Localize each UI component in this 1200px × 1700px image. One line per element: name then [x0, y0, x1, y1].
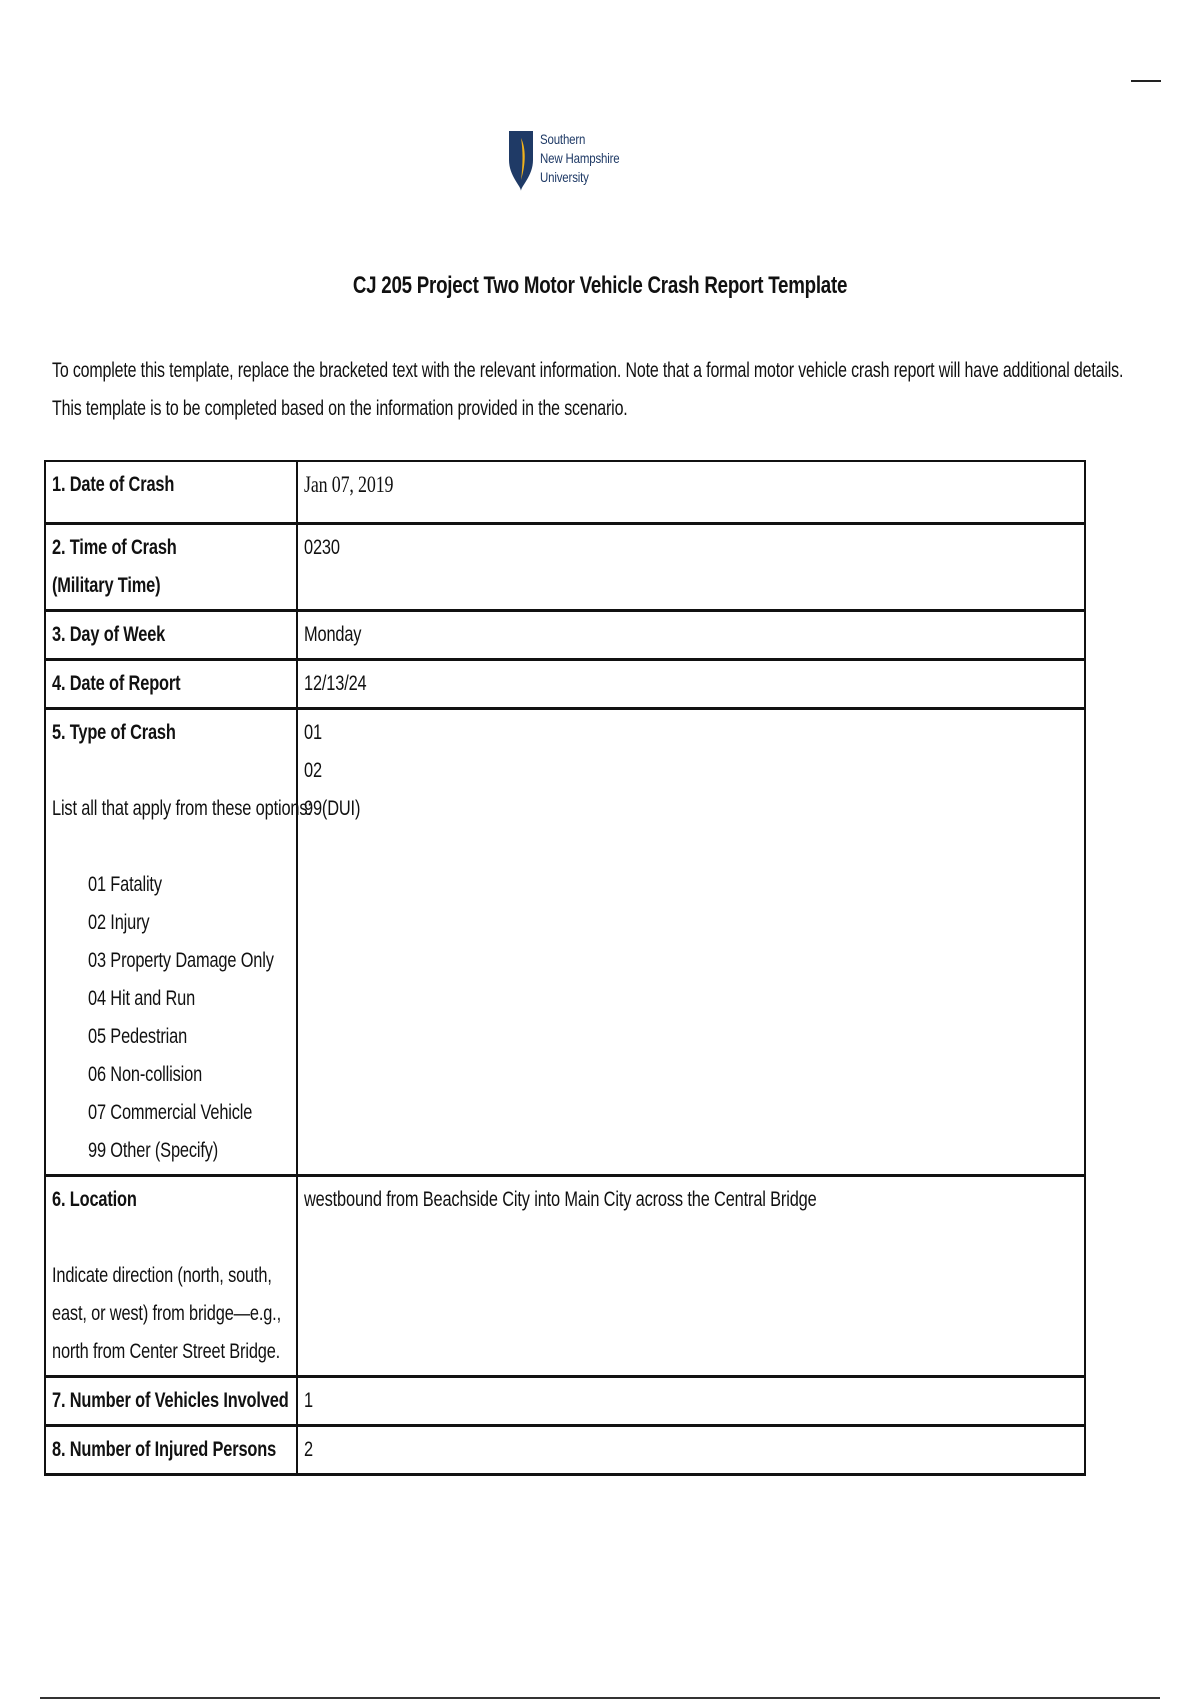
form-row-date-of-report [45, 659, 1085, 708]
crash-type-option: 06 Non-collision [88, 1062, 203, 1086]
form-row-type-of-crash [45, 708, 1085, 1175]
page-bottom-rule [40, 1697, 1160, 1699]
shield-icon [508, 130, 534, 192]
intro-line: To complete this template, replace the bracketed text with the relevant information. Note that a formal motor vehicle crash report will have additional details. [52, 359, 1124, 382]
time-of-crash-label: 2. Time of Crash [52, 535, 177, 559]
university-name [540, 130, 620, 187]
injured-persons-value: 2 [304, 1437, 313, 1461]
university-name-line: New Hampshire [540, 150, 620, 166]
time-of-crash-sublabel: (Military Time) [52, 573, 161, 597]
crash-type-option: 05 Pedestrian [88, 1024, 188, 1048]
crash-type-options [52, 866, 290, 1170]
crash-type-option: 04 Hit and Run [88, 986, 196, 1010]
type-of-crash-value: 02 [304, 758, 322, 782]
location-field[interactable] [297, 1175, 1085, 1376]
vehicles-involved-label: 7. Number of Vehicles Involved [52, 1388, 289, 1412]
form-row-injured-persons [45, 1425, 1085, 1474]
location-instruction-line: east, or west) from bridge—e.g., [52, 1301, 281, 1325]
crash-type-option: 99 Other (Specify) [88, 1138, 219, 1162]
crash-type-option: 07 Commercial Vehicle [88, 1100, 253, 1124]
field-label [45, 659, 297, 708]
crash-type-option: 03 Property Damage Only [88, 948, 274, 972]
field-label [45, 610, 297, 659]
location-instruction-line: north from Center Street Bridge. [52, 1339, 281, 1363]
field-label [45, 708, 312, 1175]
field-label [45, 1175, 297, 1376]
vehicles-involved-value: 1 [304, 1388, 313, 1412]
time-of-crash-field[interactable] [297, 523, 1085, 610]
form-row-date-of-crash [45, 461, 1085, 523]
date-of-report-field[interactable] [297, 659, 1085, 708]
university-logo [508, 130, 637, 192]
type-of-crash-value: 01 [304, 720, 322, 744]
location-label: 6. Location [52, 1187, 137, 1211]
type-of-crash-value: 99(DUI) [304, 796, 361, 820]
date-of-crash-field[interactable] [297, 461, 1085, 523]
date-of-report-value: 12/13/24 [304, 671, 367, 695]
document-title: CJ 205 Project Two Motor Vehicle Crash Report Template [352, 272, 848, 299]
university-name-line: University [540, 169, 589, 185]
field-label [45, 523, 297, 610]
vehicles-involved-field[interactable] [297, 1376, 1085, 1425]
corner-dash-mark [1131, 80, 1161, 82]
day-of-week-value: Monday [304, 622, 362, 646]
date-of-report-label: 4. Date of Report [52, 671, 181, 695]
day-of-week-field[interactable] [297, 610, 1085, 659]
location-value: westbound from Beachside City into Main City across the Central Bridge [304, 1187, 817, 1211]
crash-report-form [44, 460, 1086, 1476]
form-row-location [45, 1175, 1085, 1376]
date-of-crash-label: 1. Date of Crash [52, 473, 175, 496]
field-label [45, 1376, 297, 1425]
form-row-day-of-week [45, 610, 1085, 659]
form-row-vehicles-involved [45, 1376, 1085, 1425]
injured-persons-field[interactable] [297, 1425, 1085, 1474]
field-label [45, 1425, 297, 1474]
type-of-crash-label: 5. Type of Crash [52, 720, 176, 744]
day-of-week-label: 3. Day of Week [52, 622, 166, 646]
intro-line: This template is to be completed based on the information provided in the scenario. [52, 397, 628, 420]
field-label [45, 461, 297, 523]
form-row-time-of-crash [45, 523, 1085, 610]
time-of-crash-value: 0230 [304, 535, 340, 559]
type-of-crash-field[interactable] [297, 708, 1085, 1175]
injured-persons-label: 8. Number of Injured Persons [52, 1437, 277, 1461]
intro-text [52, 352, 1124, 428]
type-of-crash-instruction: List all that apply from these options: [52, 796, 312, 820]
crash-type-option: 02 Injury [88, 910, 150, 934]
crash-type-option: 01 Fatality [88, 872, 162, 896]
date-of-crash-value: Jan 07, 2019 [304, 472, 394, 497]
university-name-line: Southern [540, 131, 586, 147]
location-instruction-line: Indicate direction (north, south, [52, 1263, 272, 1287]
